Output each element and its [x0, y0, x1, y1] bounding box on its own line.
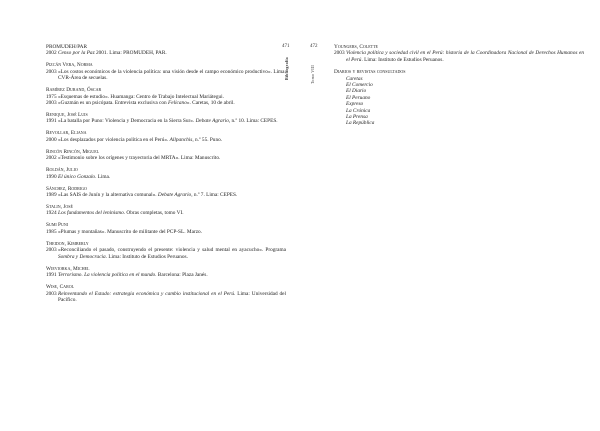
entry-publication: ». Caretas, 10 de abril. [186, 100, 235, 107]
periodical-item: Caretas [346, 75, 363, 82]
entry-year: 2002 [46, 155, 57, 162]
entry-year: 1985 [46, 228, 57, 235]
entry-description: «Esquemas de estudio». Huamanga: Centro de Trabajo Intelectual Mariátegui. [58, 93, 224, 100]
bibliography-list [334, 44, 584, 127]
bibliography-entries [334, 44, 584, 63]
entry-description: «Los desplazados por violencia política en el Perú». [58, 136, 170, 143]
entry-item [46, 69, 286, 82]
entry-description: «La batalla por Puno: Violencia y Democracia en la Sierra Sur». [58, 118, 196, 125]
entry-publication: , n.º 7. Lima: CEPES. [191, 192, 238, 199]
entry-year: 2003 [46, 100, 57, 107]
entry-author: Sánchez, Rodrigo [46, 185, 87, 192]
entry-author: Rincón Rincón, Miguel [46, 148, 100, 155]
periodicals-list [334, 76, 584, 127]
bibliography-entry [46, 44, 286, 57]
entry-item [46, 210, 286, 216]
periodical-item: El Diario [346, 88, 367, 95]
left-page [0, 0, 296, 431]
periodical-item: La Crónica [346, 107, 371, 114]
entry-text [58, 272, 286, 278]
entry-item [46, 174, 286, 180]
page-number: 471 [282, 44, 290, 49]
entry-text [58, 174, 286, 180]
bibliography-list [46, 44, 286, 309]
entry-title: Sombra y Democracia [58, 253, 106, 260]
page-number: 472 [310, 44, 318, 49]
periodical-item: El Peruano [346, 94, 371, 101]
entry-year: 1991 [46, 118, 57, 125]
entry-author: Roldán, Julio [46, 167, 78, 174]
entry-year: 2002 [46, 50, 57, 57]
entry-author: PROMUDEH/PAR [46, 44, 88, 50]
entry-publication: . Lima: Instituto de Estudios Peruanos. [361, 56, 444, 63]
periodical-item: La Prensa [346, 114, 368, 121]
entry-author: Revollar, Eliana [46, 130, 87, 137]
bibliography-entry [46, 241, 286, 260]
entry-item [46, 247, 286, 260]
entry-author: Wieviorka, Michel [46, 265, 90, 272]
entry-text [58, 247, 286, 260]
entry-author: Renique, José Luis [46, 112, 88, 119]
entry-year: 1991 [46, 272, 57, 279]
entry-text [58, 137, 286, 143]
entry-year: 1989 [46, 192, 57, 199]
bibliography-entry [46, 222, 286, 235]
entry-year: 2000 [46, 136, 57, 143]
periodical-item: La República [346, 120, 375, 127]
entry-title: Reinventando el Estado: estrategia económica y cambio institucional en el Perú [58, 290, 234, 297]
entry-text [346, 50, 584, 63]
bibliography-entry [46, 112, 286, 125]
entry-description: «Testimonio sobre los orígenes y trayectoria del MRTA». Lima: Manuscrito. [58, 155, 221, 162]
entry-text [58, 155, 286, 161]
entry-year: 2003 [46, 68, 57, 75]
entry-year: 2003 [46, 247, 57, 254]
entry-year: 1924 [46, 210, 57, 217]
bibliography-entry [46, 149, 286, 162]
entry-author: Wise, Carol [46, 284, 75, 291]
entry-title: Debate Agrario [195, 118, 229, 125]
entry-item [46, 272, 286, 278]
entry-item [46, 100, 286, 106]
entry-text [58, 118, 286, 124]
entry-description: «Reconciliando el pasado, construyendo el presente: violencia y salud mental en ayacucho». Programa [58, 247, 286, 254]
bibliography-entry [334, 44, 584, 63]
entry-item [46, 192, 286, 198]
entry-item [46, 155, 286, 161]
entry-title: Censo por la Paz [58, 50, 95, 57]
entry-author: Theidon, Kimberly [46, 240, 89, 247]
bibliography-entry [46, 62, 286, 81]
entry-year: 2003 [46, 290, 57, 297]
periodicals-heading: Diarios y revistas consultados [334, 69, 406, 76]
entry-title: El único Gonzalo [58, 173, 96, 180]
entry-text [58, 192, 286, 198]
entry-publication: . Obras completas, tomo VI. [123, 210, 184, 217]
entry-author: Youngers, Colette [334, 44, 379, 50]
entry-publication: , n.º 55. Puno. [192, 136, 223, 143]
entry-publication: . Lima. [95, 173, 111, 180]
entry-publication: . Lima: Instituto de Estudios Peruanos. [105, 253, 188, 260]
bibliography-entry [46, 186, 286, 199]
entry-publication: 2001. Lima: PROMUDEH, PAR. [94, 50, 167, 57]
entry-author: Stalin, José [46, 204, 73, 211]
periodical-item: El Comercio [346, 82, 373, 89]
running-head: Bibliografía [284, 57, 289, 80]
entry-title: Los fundamentos del leninismo [58, 210, 124, 217]
entry-year: 2003 [334, 50, 345, 57]
entry-text [58, 69, 286, 82]
entry-item [46, 291, 286, 304]
entry-item [46, 118, 286, 124]
running-head: Tomo VIII [310, 65, 315, 84]
entry-author: Sumi Puni [46, 222, 69, 229]
bibliography-entry [46, 284, 286, 303]
entry-text [58, 229, 286, 235]
entry-publication: . Barcelona: Plaza Janés. [155, 272, 208, 279]
right-page [296, 0, 600, 431]
entry-item [46, 229, 286, 235]
bibliography-entry [46, 167, 286, 180]
entry-title: Felicano [168, 100, 187, 107]
entry-item [46, 50, 286, 56]
entry-publication: . Lima: Universidad del Pacífico. [58, 290, 287, 303]
periodical-item: Expreso [346, 101, 364, 108]
entry-title: Terrorismo. La violencia política en el mundo [58, 272, 156, 279]
entry-item [334, 50, 584, 63]
entry-description: «Plumas y montañas». Manuscrito de militante del PCP-SL. Marzo. [58, 228, 203, 235]
bibliography-entry [46, 266, 286, 279]
bibliography-entry [46, 204, 286, 217]
entry-title: Debate Agrario [157, 192, 192, 199]
bibliography-entry [46, 130, 286, 143]
entry-title: Violencia política y sociedad civil en el Perú: historia de la Coordinadora Nacional de Derechos Humanos en el Perú [346, 50, 584, 63]
entry-year: 1975 [46, 93, 57, 100]
entry-text [58, 100, 286, 106]
entry-title: Allpanchis [169, 136, 193, 143]
entry-year: 1990 [46, 173, 57, 180]
entry-author: Pizcán Vera, Norma [46, 62, 93, 69]
entry-description: «Las SAIS de Junín y la alternativa comunal». [58, 192, 158, 199]
entry-publication: , n.º 10. Lima: CEPES. [228, 118, 278, 125]
entry-text [58, 210, 286, 216]
entry-text [58, 291, 286, 304]
entry-author: Ramírez Durand, Óscar [46, 87, 102, 94]
entry-description: «Guzmán es un psicópata. Entrevista exclusiva con [58, 100, 169, 107]
entry-description: «Los costos económicos de la violencia política: una visión desde el campo económico productivo». Lima: CVR-Área de secuelas. [58, 68, 286, 82]
entry-text [58, 50, 286, 56]
entry-item [46, 137, 286, 143]
bibliography-entry [46, 87, 286, 106]
